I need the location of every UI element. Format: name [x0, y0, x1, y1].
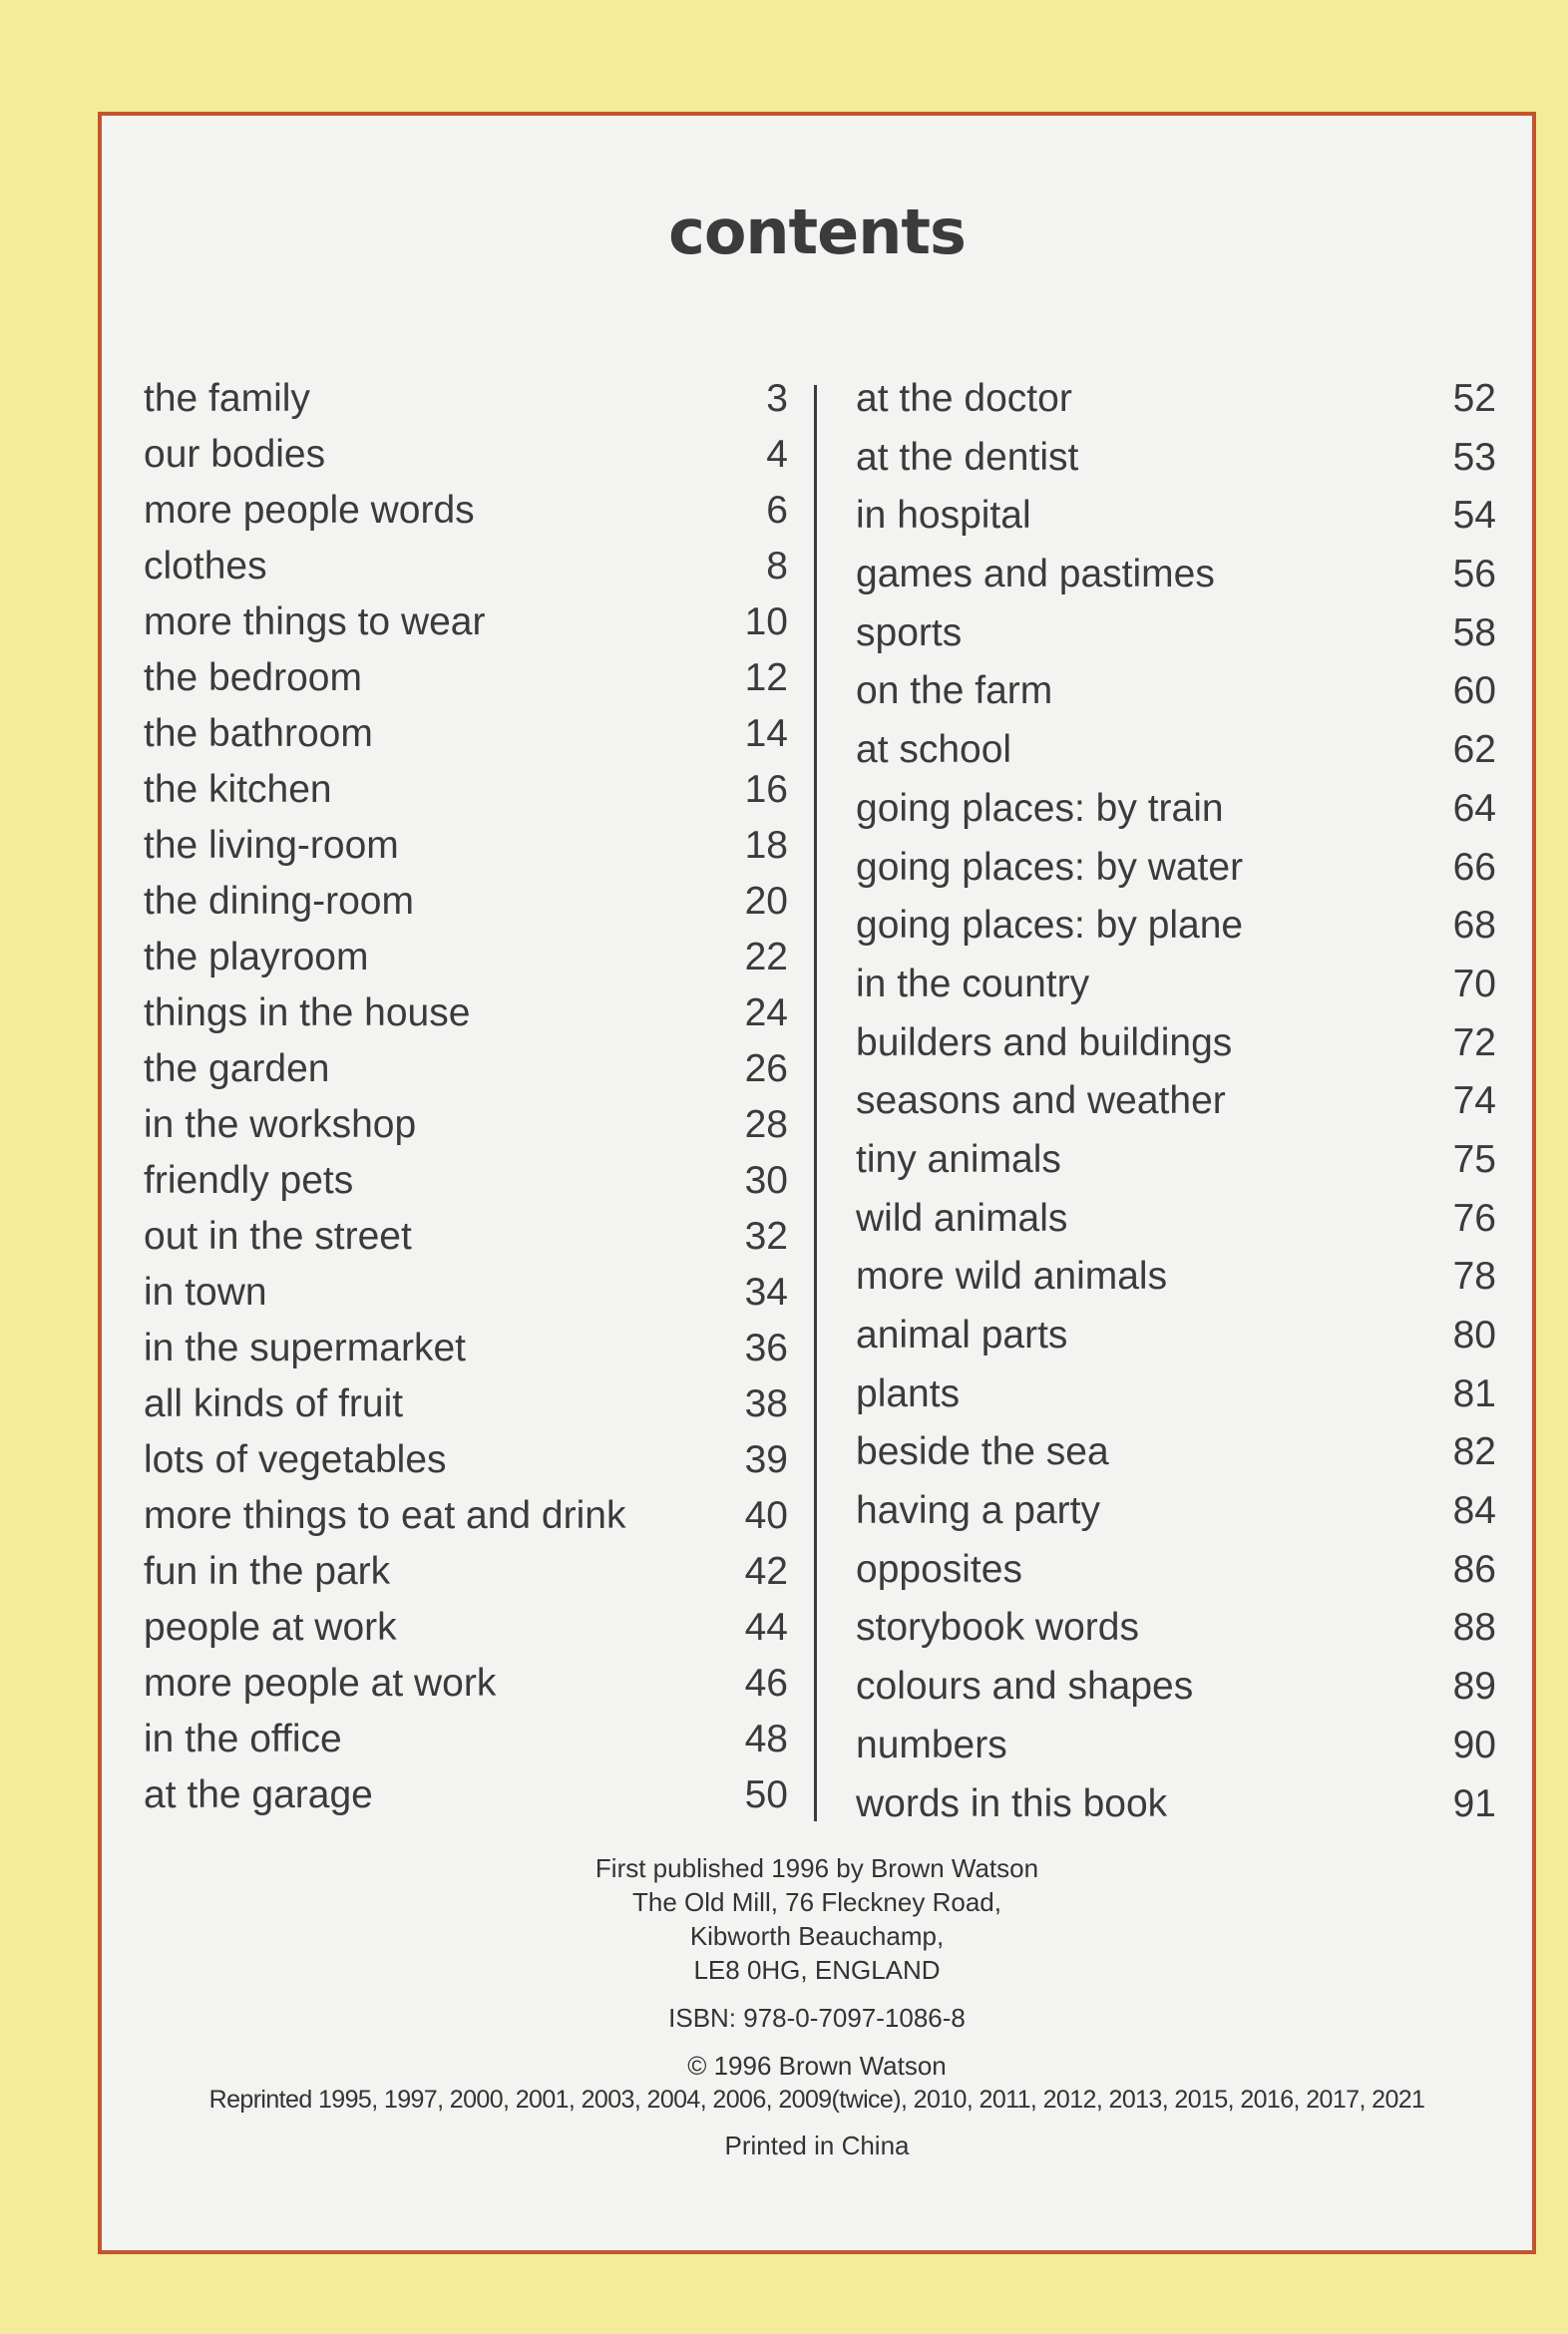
contents-entry [144, 1494, 822, 1550]
contents-entry [856, 1079, 1500, 1138]
entry-title: going places: by plane [856, 904, 1244, 948]
contents-entry [856, 963, 1500, 1021]
entry-page-number: 44 [744, 1606, 788, 1649]
entry-title: opposites [856, 1547, 1022, 1591]
entry-page-number: 40 [744, 1494, 788, 1537]
entry-page-number: 8 [766, 545, 788, 587]
entry-title: fun in the park [144, 1550, 391, 1593]
contents-entry [144, 1047, 822, 1103]
contents-entry [144, 991, 822, 1047]
entry-title: people at work [144, 1606, 397, 1649]
entry-page-number: 22 [744, 936, 788, 978]
entry-page-number: 34 [744, 1271, 788, 1314]
contents-entry [856, 1021, 1500, 1080]
entry-title: colours and shapes [856, 1665, 1194, 1709]
entry-page-number: 60 [1452, 669, 1496, 713]
contents-entry [144, 1773, 822, 1829]
entry-title: more people at work [144, 1662, 497, 1705]
publisher-line: The Old Mill, 76 Fleckney Road, [632, 1887, 1001, 1917]
entry-title: lots of vegetables [144, 1438, 447, 1481]
contents-entry [144, 936, 822, 991]
entry-page-number: 84 [1452, 1489, 1496, 1533]
entry-page-number: 50 [744, 1773, 788, 1816]
entry-title: storybook words [856, 1606, 1139, 1650]
entry-title: numbers [856, 1723, 1007, 1766]
publisher-line: First published 1996 by Brown Watson [594, 1853, 1039, 1883]
contents-entry [856, 494, 1500, 553]
entry-title: at the garage [144, 1773, 373, 1816]
isbn-text: ISBN: 978-0-7097-1086-8 [668, 2003, 966, 2033]
entry-page-number: 4 [766, 433, 788, 476]
entry-title: friendly pets [144, 1159, 354, 1202]
entry-page-number: 39 [744, 1438, 788, 1481]
entry-page-number: 75 [1452, 1137, 1496, 1181]
contents-entry [856, 787, 1500, 846]
entry-page-number: 74 [1452, 1079, 1496, 1123]
contents-entry [144, 1215, 822, 1271]
entry-title: more wild animals [856, 1255, 1168, 1299]
entry-title: out in the street [144, 1215, 412, 1258]
imprint-block [102, 1851, 1532, 2162]
publisher-address [102, 1851, 1532, 1987]
entry-title: the kitchen [144, 768, 332, 811]
entry-title: games and pastimes [856, 553, 1215, 596]
contents-entry [856, 728, 1500, 787]
entry-page-number: 3 [766, 377, 788, 420]
entry-title: seasons and weather [856, 1079, 1226, 1123]
entry-page-number: 16 [744, 768, 788, 811]
entry-page-number: 80 [1452, 1314, 1496, 1357]
entry-title: the dining-room [144, 880, 414, 923]
contents-entry [856, 1548, 1500, 1607]
contents-entry [856, 1197, 1500, 1256]
contents-entry [856, 1606, 1500, 1665]
entry-title: the living-room [144, 824, 399, 867]
entry-title: our bodies [144, 433, 326, 476]
entry-page-number: 56 [1452, 553, 1496, 596]
contents-entry [144, 656, 822, 712]
entry-page-number: 81 [1452, 1371, 1496, 1415]
entry-page-number: 20 [744, 880, 788, 923]
page-title: contents [668, 195, 966, 268]
entry-page-number: 82 [1452, 1430, 1496, 1474]
entry-title: in the workshop [144, 1103, 417, 1146]
entry-page-number: 64 [1452, 786, 1496, 830]
entry-page-number: 53 [1452, 435, 1496, 479]
entry-page-number: 52 [1452, 377, 1496, 420]
printed-in-text: Printed in China [724, 2131, 910, 2160]
contents-entry [856, 1138, 1500, 1197]
contents-entry [856, 377, 1500, 436]
entry-page-number: 78 [1452, 1255, 1496, 1299]
entry-title: in the country [856, 962, 1090, 1005]
contents-entry [856, 904, 1500, 963]
entry-page-number: 26 [744, 1047, 788, 1090]
entry-page-number: 38 [744, 1382, 788, 1425]
entry-title: at the doctor [856, 377, 1072, 420]
entry-title: going places: by train [856, 786, 1224, 830]
entry-page-number: 66 [1452, 845, 1496, 889]
entry-page-number: 86 [1452, 1547, 1496, 1591]
entry-page-number: 28 [744, 1103, 788, 1146]
contents-entry [144, 1606, 822, 1662]
entry-title: on the farm [856, 669, 1053, 713]
entry-page-number: 10 [744, 600, 788, 643]
entry-title: beside the sea [856, 1430, 1109, 1474]
contents-entry [144, 1662, 822, 1718]
entry-page-number: 36 [744, 1327, 788, 1369]
entry-page-number: 6 [766, 489, 788, 532]
entry-page-number: 90 [1452, 1723, 1496, 1766]
contents-entry [856, 1782, 1500, 1841]
entry-title: the garden [144, 1047, 330, 1090]
entry-title: going places: by water [856, 845, 1244, 889]
entry-title: words in this book [856, 1781, 1168, 1825]
entry-page-number: 54 [1452, 494, 1496, 538]
entry-page-number: 18 [744, 824, 788, 867]
contents-entry [144, 1438, 822, 1494]
contents-entry [144, 824, 822, 880]
copyright-text: © 1996 Brown Watson [687, 2051, 947, 2081]
contents-entry [144, 1271, 822, 1327]
entry-title: at school [856, 728, 1012, 772]
entry-title: builders and buildings [856, 1020, 1233, 1064]
entry-title: the family [144, 377, 310, 420]
contents-entry [856, 1372, 1500, 1431]
entry-title: the bedroom [144, 656, 362, 699]
entry-page-number: 76 [1452, 1196, 1496, 1240]
contents-entry [856, 1489, 1500, 1548]
entry-title: at the dentist [856, 435, 1079, 479]
entry-page-number: 58 [1452, 610, 1496, 654]
publisher-line: LE8 0HG, ENGLAND [693, 1955, 941, 1985]
entry-title: more things to eat and drink [144, 1494, 626, 1537]
entry-title: animal parts [856, 1314, 1068, 1357]
entry-page-number: 48 [744, 1718, 788, 1760]
contents-entry [856, 436, 1500, 495]
entry-page-number: 42 [744, 1550, 788, 1593]
entry-title: the playroom [144, 936, 369, 978]
entry-page-number: 24 [744, 991, 788, 1034]
entry-title: in hospital [856, 494, 1031, 538]
column-divider [814, 385, 817, 1821]
contents-entry [144, 545, 822, 600]
contents-entry [856, 1314, 1500, 1372]
entry-page-number: 32 [744, 1215, 788, 1258]
contents-entry [144, 1382, 822, 1438]
contents-entry [144, 433, 822, 489]
entry-title: having a party [856, 1489, 1100, 1533]
entry-page-number: 72 [1452, 1020, 1496, 1064]
contents-entry [856, 1665, 1500, 1724]
contents-entry [144, 1550, 822, 1606]
entry-page-number: 68 [1452, 904, 1496, 948]
entry-page-number: 62 [1452, 728, 1496, 772]
entry-page-number: 88 [1452, 1606, 1496, 1650]
contents-entry [144, 377, 822, 433]
contents-entry [856, 1430, 1500, 1489]
entry-title: plants [856, 1371, 961, 1415]
contents-entry [856, 846, 1500, 905]
contents-left-column [144, 377, 822, 1829]
contents-entry [144, 1103, 822, 1159]
contents-entry [856, 553, 1500, 611]
entry-title: the bathroom [144, 712, 373, 755]
entry-title: things in the house [144, 991, 471, 1034]
contents-entry [144, 1327, 822, 1382]
entry-page-number: 30 [744, 1159, 788, 1202]
entry-page-number: 70 [1452, 962, 1496, 1005]
contents-entry [144, 489, 822, 545]
contents-panel [98, 112, 1536, 2254]
entry-page-number: 91 [1452, 1781, 1496, 1825]
contents-entry [856, 669, 1500, 728]
contents-entry [144, 880, 822, 936]
entry-title: tiny animals [856, 1137, 1061, 1181]
entry-title: more people words [144, 489, 475, 532]
entry-title: in the supermarket [144, 1327, 466, 1369]
entry-page-number: 12 [744, 656, 788, 699]
contents-entry [144, 1718, 822, 1773]
entry-title: in town [144, 1271, 267, 1314]
entry-page-number: 89 [1452, 1665, 1496, 1709]
entry-title: sports [856, 610, 963, 654]
contents-entry [856, 1255, 1500, 1314]
contents-entry [144, 768, 822, 824]
entry-title: more things to wear [144, 600, 486, 643]
entry-title: clothes [144, 545, 267, 587]
contents-entry [144, 600, 822, 656]
entry-page-number: 46 [744, 1662, 788, 1705]
entry-page-number: 14 [744, 712, 788, 755]
contents-entry [144, 712, 822, 768]
contents-entry [856, 611, 1500, 670]
contents-entry [856, 1724, 1500, 1782]
contents-right-column [856, 377, 1500, 1840]
reprint-history: Reprinted 1995, 1997, 2000, 2001, 2003, 2004, 2006, 2009(twice), 2010, 2011, 2012, 2013, 2015, 2016, 2017, 2021 [208, 2086, 1425, 2114]
entry-title: in the office [144, 1718, 342, 1760]
publisher-line: Kibworth Beauchamp, [689, 1921, 945, 1951]
entry-title: wild animals [856, 1196, 1068, 1240]
contents-entry [144, 1159, 822, 1215]
entry-title: all kinds of fruit [144, 1382, 404, 1425]
